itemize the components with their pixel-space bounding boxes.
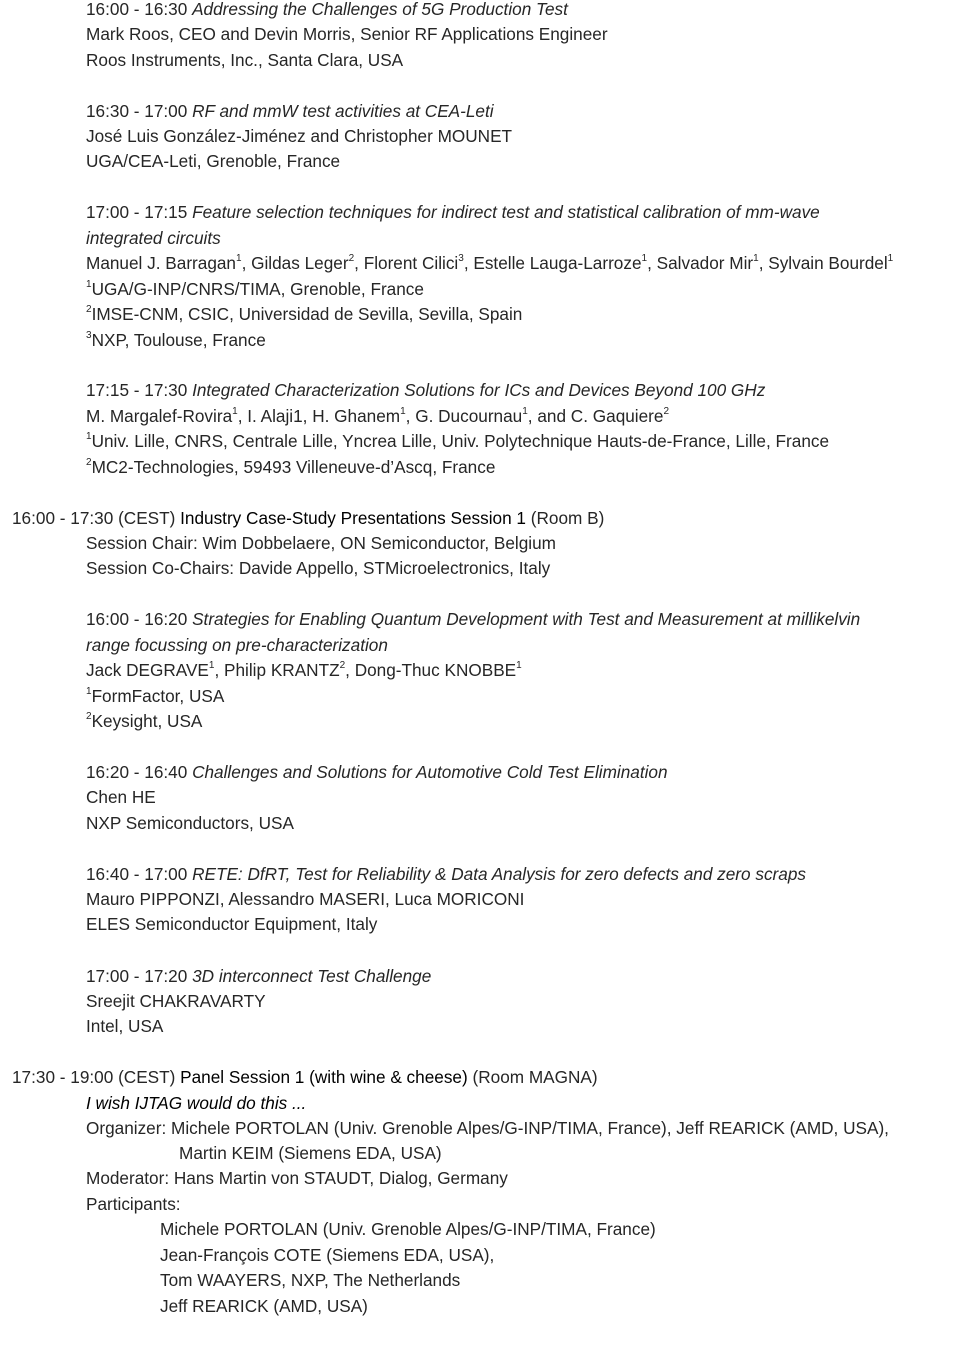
talk-authors: Manuel J. Barragan$^1$, Gildas Leger$^2$, Florent Cilici$^3$, Estelle Lauga-Larroze$^1$, Salvador Mir$^1$, Sylvain Bourdel$^1$ xyxy=(86,253,894,273)
talk-header xyxy=(86,0,568,19)
talk-time: 16:00 - 16:30 xyxy=(86,0,188,19)
talk-time: 16:40 - 17:00 xyxy=(86,864,188,884)
talk-title-continued: integrated circuits xyxy=(86,228,221,248)
talk-affiliation: ELES Semiconductor Equipment, Italy xyxy=(86,914,378,934)
talk-header xyxy=(86,762,668,782)
talk-time: 17:00 - 17:15 xyxy=(86,202,188,222)
panel-subtitle: I wish IJTAG would do this ... xyxy=(86,1093,307,1113)
panel-participant: Jeff REARICK (AMD, USA) xyxy=(160,1296,368,1316)
talk-affiliation: $^1$Univ. Lille, CNRS, Centrale Lille, Yncrea Lille, Univ. Polytechnique Hauts-de-France, Lille, France xyxy=(86,431,830,451)
session-cochair: Session Co-Chairs: Davide Appello, STMicroelectronics, Italy xyxy=(86,558,551,578)
talk-time: 17:15 - 17:30 xyxy=(86,380,188,400)
session-room: (Room B) xyxy=(530,508,605,528)
talk-affiliation: NXP Semiconductors, USA xyxy=(86,813,294,833)
talk-time: 16:30 - 17:00 xyxy=(86,101,188,121)
talk-title: Strategies for Enabling Quantum Development with Test and Measurement at millikelvin xyxy=(192,609,861,629)
panel-organizer-continued: Martin KEIM (Siemens EDA, USA) xyxy=(179,1143,442,1163)
panel-participants-label: Participants: xyxy=(86,1194,181,1214)
session-header xyxy=(12,1067,598,1087)
session-room: (Room MAGNA) xyxy=(472,1067,598,1087)
talk-authors: M. Margalef-Rovira$^1$, I. Alaji1, H. Ghanem$^1$, G. Ducournau$^1$, and C. Gaquiere$^2$ xyxy=(86,406,670,426)
session-time: 17:30 - 19:00 (CEST) xyxy=(12,1067,176,1087)
talk-time: 16:00 - 16:20 xyxy=(86,609,188,629)
talk-affiliation: $^3$NXP, Toulouse, France xyxy=(86,330,266,350)
talk-authors: Sreejit CHAKRAVARTY xyxy=(86,991,266,1011)
talk-title: Addressing the Challenges of 5G Production Test xyxy=(192,0,568,19)
talk-affiliation: $^2$MC2-Technologies, 59493 Villeneuve-d’Ascq, France xyxy=(86,457,496,477)
session-time: 16:00 - 17:30 (CEST) xyxy=(12,508,176,528)
talk-header xyxy=(86,380,765,400)
talk-authors: Chen HE xyxy=(86,787,156,807)
talk-title: RF and mmW test activities at CEA-Leti xyxy=(192,101,494,121)
talk-affiliation: $^2$IMSE-CNM, CSIC, Universidad de Sevilla, Sevilla, Spain xyxy=(86,304,523,324)
talk-authors: Mauro PIPPONZI, Alessandro MASERI, Luca MORICONI xyxy=(86,889,525,909)
talk-header xyxy=(86,864,806,884)
panel-moderator: Moderator: Hans Martin von STAUDT, Dialog, Germany xyxy=(86,1168,508,1188)
talk-title: RETE: DfRT, Test for Reliability & Data Analysis for zero defects and zero scraps xyxy=(192,864,806,884)
talk-header xyxy=(86,202,820,222)
talk-header xyxy=(86,966,431,986)
talk-time: 17:00 - 17:20 xyxy=(86,966,188,986)
talk-time: 16:20 - 16:40 xyxy=(86,762,188,782)
talk-affiliation: UGA/CEA-Leti, Grenoble, France xyxy=(86,151,341,171)
talk-affiliation: Intel, USA xyxy=(86,1016,164,1036)
talk-affiliation: $^2$Keysight, USA xyxy=(86,711,203,731)
talk-title-continued: range focussing on pre-characterization xyxy=(86,635,388,655)
talk-header xyxy=(86,609,860,629)
talk-title: 3D interconnect Test Challenge xyxy=(192,966,432,986)
talk-title: Feature selection techniques for indirect test and statistical calibration of mm-wave xyxy=(192,202,820,222)
talk-authors: Jack DEGRAVE$^1$, Philip KRANTZ$^2$, Dong-Thuc KNOBBE$^1$ xyxy=(86,660,522,680)
talk-authors: José Luis González-Jiménez and Christopher MOUNET xyxy=(86,126,513,146)
session-title: Panel Session 1 (with wine & cheese) xyxy=(180,1067,468,1087)
session-chair: Session Chair: Wim Dobbelaere, ON Semiconductor, Belgium xyxy=(86,533,556,553)
panel-participant: Michele PORTOLAN (Univ. Grenoble Alpes/G-INP/TIMA, France) xyxy=(160,1219,656,1239)
session-header xyxy=(12,508,604,528)
session-title: Industry Case-Study Presentations Session 1 xyxy=(180,508,526,528)
talk-title: Challenges and Solutions for Automotive Cold Test Elimination xyxy=(192,762,668,782)
talk-affiliation: Roos Instruments, Inc., Santa Clara, USA xyxy=(86,50,404,70)
panel-participant: Jean-François COTE (Siemens EDA, USA), xyxy=(160,1245,495,1265)
talk-header xyxy=(86,101,494,121)
panel-organizer: Organizer: Michele PORTOLAN (Univ. Grenoble Alpes/G-INP/TIMA, France), Jeff REARICK (AMD, USA), xyxy=(86,1118,889,1138)
talk-title: Integrated Characterization Solutions for ICs and Devices Beyond 100 GHz xyxy=(192,380,766,400)
talk-affiliation: $^1$FormFactor, USA xyxy=(86,686,225,706)
panel-participant: Tom WAAYERS, NXP, The Netherlands xyxy=(160,1270,461,1290)
talk-affiliation: $^1$UGA/G-INP/CNRS/TIMA, Grenoble, France xyxy=(86,279,424,299)
talk-authors: Mark Roos, CEO and Devin Morris, Senior RF Applications Engineer xyxy=(86,24,608,44)
